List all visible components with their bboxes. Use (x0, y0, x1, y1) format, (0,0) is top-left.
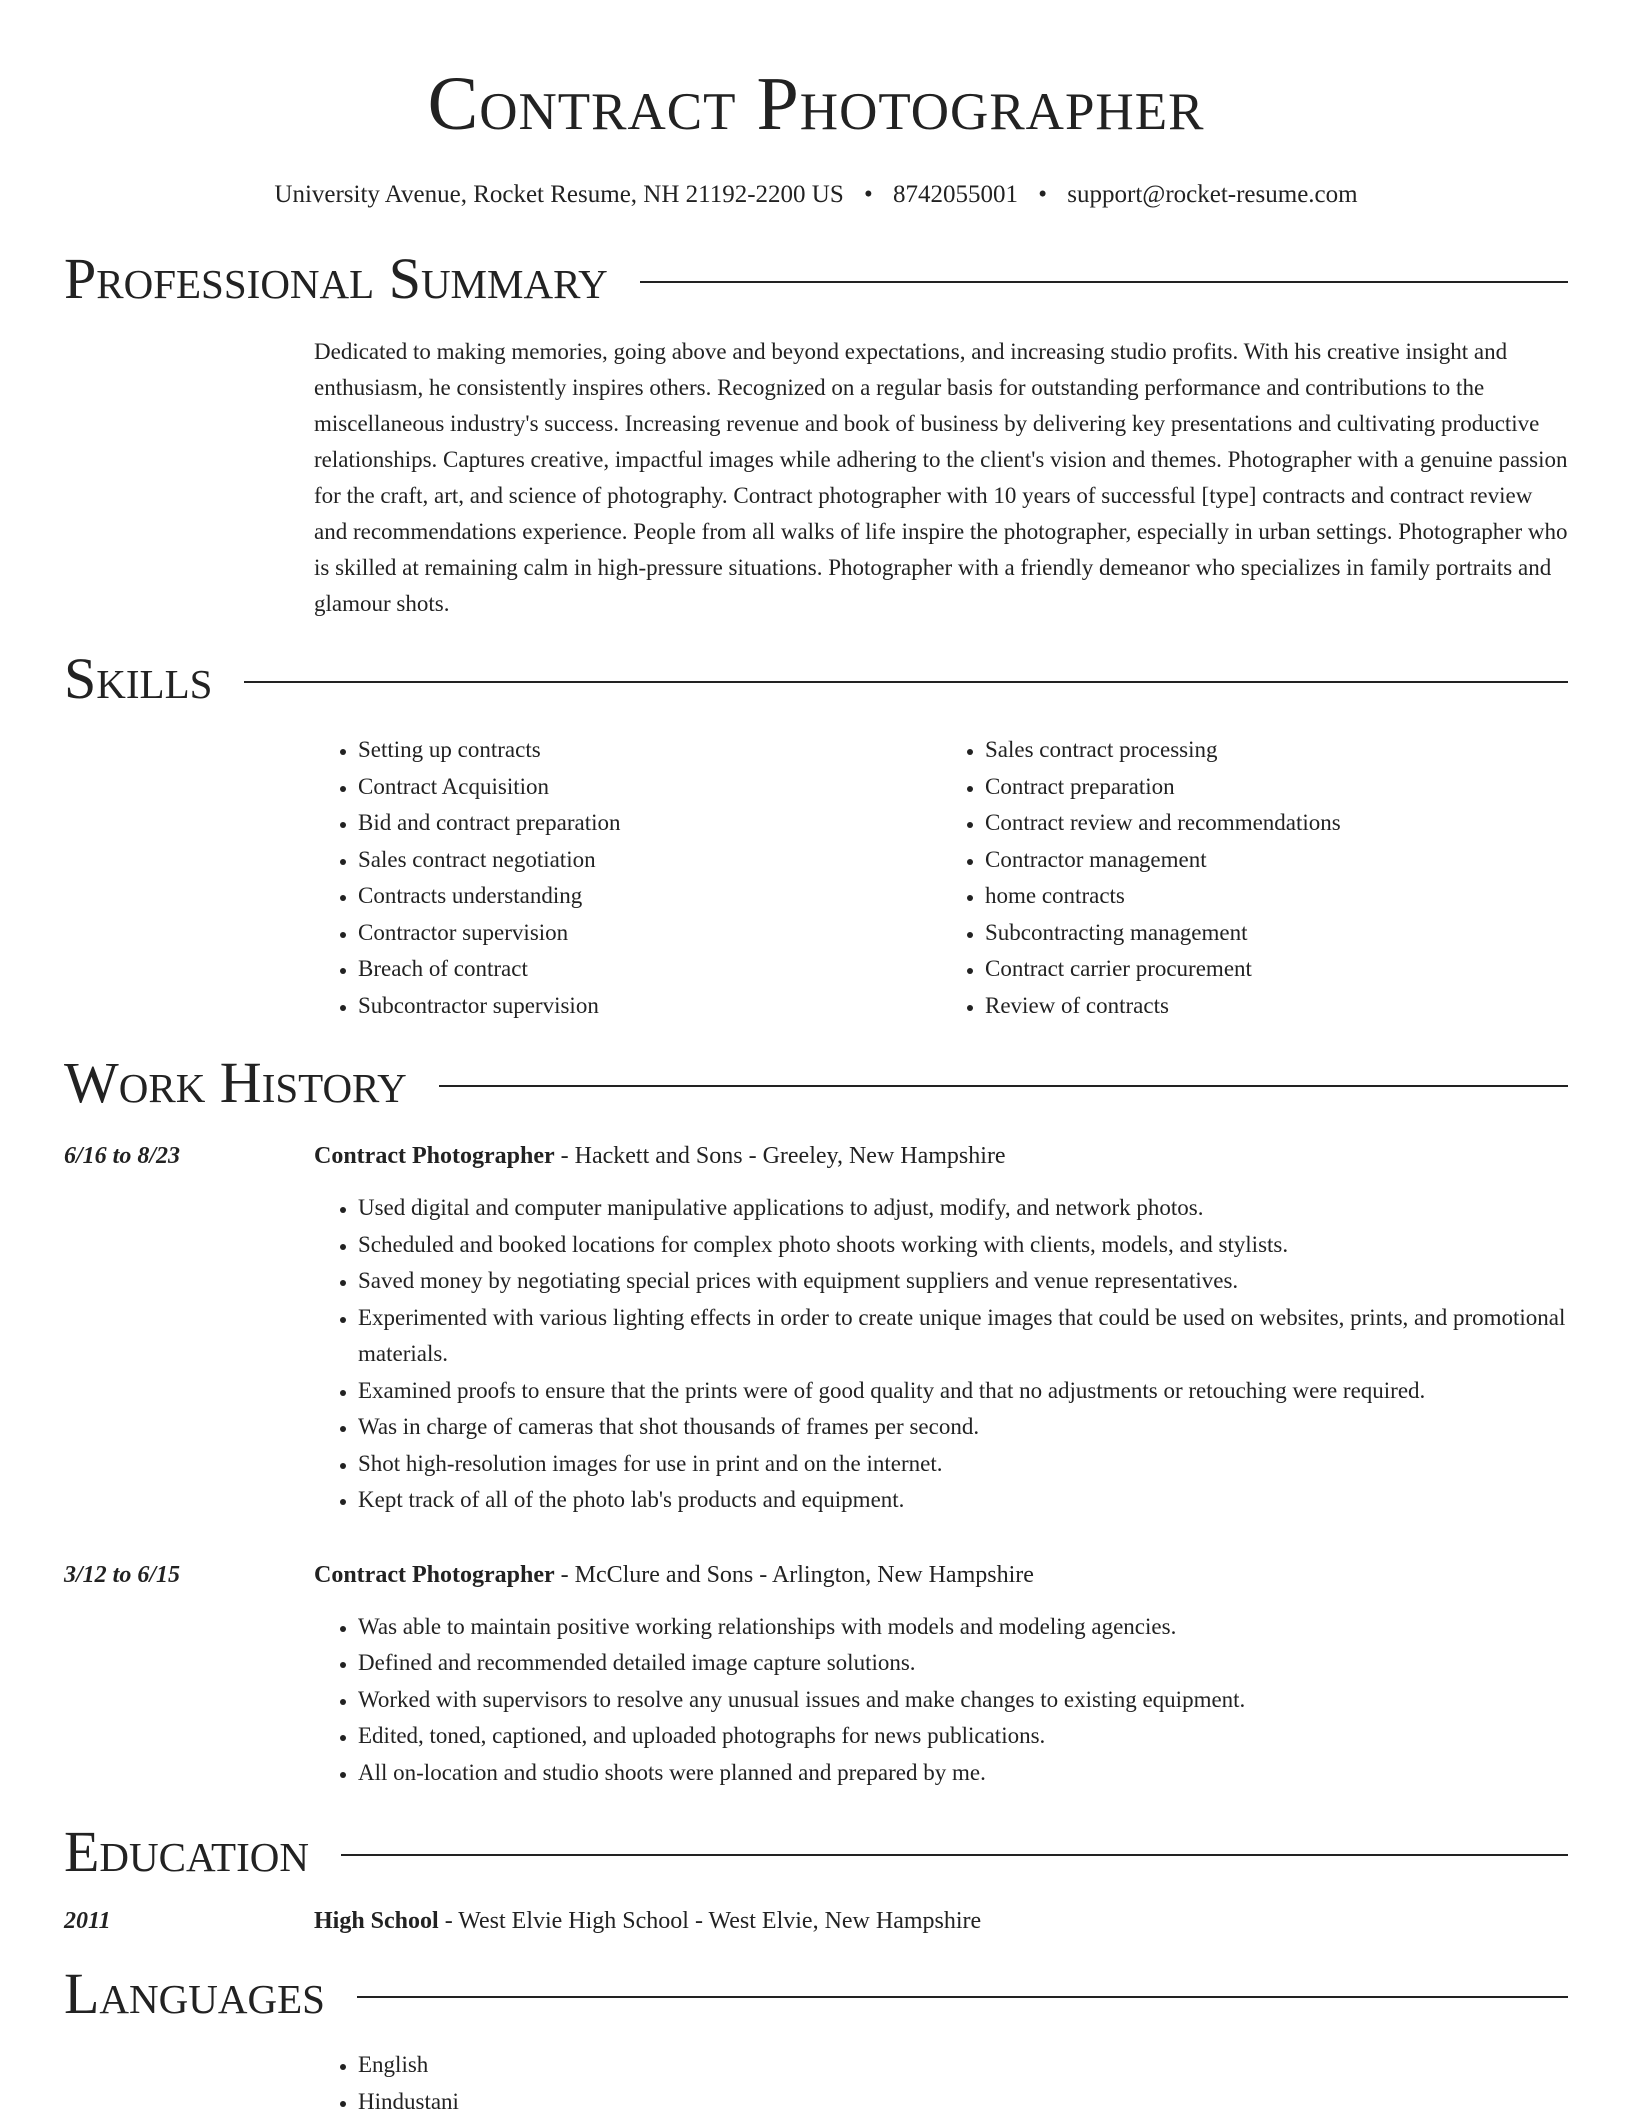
job-bullet: • Was able to maintain positive working relationships with models and modeling agencies. (358, 1609, 1568, 1646)
skills-heading: Skills (64, 646, 213, 711)
job-bullet: • Worked with supervisors to resolve any unusual issues and make changes to existing equipment. (358, 1682, 1568, 1719)
summary-heading: Professional Summary (64, 246, 608, 311)
job-bullet: • Examined proofs to ensure that the prints were of good quality and that no adjustments or retouching were required. (358, 1373, 1568, 1410)
skills-columns (314, 732, 1568, 1024)
candidate-name: Contract Photographer (427, 62, 1205, 146)
section-divider (439, 1085, 1568, 1087)
education-year: 2011 (64, 1908, 111, 1934)
skill-item: • Setting up contracts (358, 732, 941, 769)
language-item: • English (358, 2047, 1568, 2084)
section-divider (357, 1996, 1568, 1998)
skill-item: • Contract preparation (985, 769, 1568, 806)
education-entry (64, 1905, 1568, 1937)
job-bullet: • Experimented with various lighting effects in order to create unique images that could be used on websites, prints, and promotional materials. (358, 1300, 1568, 1373)
job-title: Contract Photographer (314, 1143, 555, 1169)
job-bullet: • Defined and recommended detailed image capture solutions. (358, 1645, 1568, 1682)
section-divider (341, 1854, 1568, 1856)
job-entry (64, 1559, 1568, 1591)
job-employer: - McClure and Sons - Arlington, New Hampshire (554, 1561, 1034, 1588)
contact-separator: • (864, 181, 873, 208)
work-heading: Work History (64, 1050, 407, 1115)
job-bullet: • Saved money by negotiating special prices with equipment suppliers and venue representatives. (358, 1263, 1568, 1300)
skill-item: • Contract carrier procurement (985, 951, 1568, 988)
section-divider (640, 281, 1568, 283)
skill-item: • Contractor management (985, 842, 1568, 879)
job-bullet: • Kept track of all of the photo lab's products and equipment. (358, 1482, 1568, 1519)
job-bullets (314, 1609, 1568, 1792)
contact-email: support@rocket-resume.com (1067, 181, 1358, 208)
languages-section-header (64, 1961, 1568, 2026)
summary-text: Dedicated to making memories, going above and beyond expectations, and increasing studio profits. With his creative insight and enthusiasm, he consistently inspires others. Recognized on a regular basis for outstanding performance and contributions to the miscellaneous industry's success. Increasing revenue and book of business by delivering key presentations and cultivating productive relationships. Captures creative, impactful images while adhering to the client's vision and themes. Photographer with a genuine passion for the craft, art, and science of photography. Contract photographer with 10 years of successful [type] contracts and contract review and recommendations experience. People from all walks of life inspire the photographer, especially in urban settings. Photographer who is skilled at remaining calm in high-pressure situations. Photographer with a friendly demeanor who specializes in family portraits and glamour shots. (314, 339, 1568, 616)
contact-separator: • (1038, 181, 1048, 208)
skill-item: • Contract Acquisition (358, 769, 941, 806)
languages-heading: Languages (64, 1961, 325, 2026)
skills-list-right (941, 732, 1568, 1024)
section-divider (244, 681, 1568, 683)
skill-item: • Sales contract processing (985, 732, 1568, 769)
job-title-line (314, 1140, 1006, 1172)
job-dates: 3/12 to 6/15 (64, 1561, 181, 1588)
contact-phone: 8742055001 (893, 181, 1019, 208)
contact-address: University Avenue, Rocket Resume, NH 21192-2200 US (274, 181, 844, 208)
job-title-line (314, 1559, 1034, 1591)
job-bullet: • Edited, toned, captioned, and uploaded photographs for news publications. (358, 1718, 1568, 1755)
skill-item: • Contract review and recommendations (985, 805, 1568, 842)
education-school: - West Elvie High School - West Elvie, New Hampshire (438, 1908, 982, 1934)
education-degree: High School (314, 1908, 439, 1934)
education-heading: Education (64, 1819, 309, 1884)
job-entry (64, 1140, 1568, 1172)
job-title: Contract Photographer (314, 1561, 555, 1588)
skill-item: • Sales contract negotiation (358, 842, 941, 879)
skill-item: • Breach of contract (358, 951, 941, 988)
job-bullets (314, 1190, 1568, 1519)
skills-section-header (64, 646, 1568, 711)
job-bullet: • All on-location and studio shoots were planned and prepared by me. (358, 1755, 1568, 1792)
education-title-line (314, 1905, 981, 1937)
skill-item: • Contracts understanding (358, 878, 941, 915)
job-bullet: • Was in charge of cameras that shot thousands of frames per second. (358, 1409, 1568, 1446)
job-bullet: • Used digital and computer manipulative applications to adjust, modify, and network photos. (358, 1190, 1568, 1227)
work-section-header (64, 1050, 1568, 1115)
skill-item: • Contractor supervision (358, 915, 941, 952)
skill-item: • Bid and contract preparation (358, 805, 941, 842)
job-bullet: • Shot high-resolution images for use in print and on the internet. (358, 1446, 1568, 1483)
skill-item: • Review of contracts (985, 988, 1568, 1025)
job-bullet: • Scheduled and booked locations for complex photo shoots working with clients, models, and stylists. (358, 1227, 1568, 1264)
skills-list-left (314, 732, 941, 1024)
languages-list (314, 2047, 1568, 2120)
job-employer: - Hackett and Sons - Greeley, New Hampshire (554, 1143, 1006, 1169)
job-dates: 6/16 to 8/23 (64, 1143, 181, 1169)
skill-item: • Subcontracting management (985, 915, 1568, 952)
language-item: • Hindustani (358, 2084, 1568, 2121)
skill-item: • home contracts (985, 878, 1568, 915)
contact-line (64, 180, 1568, 210)
skill-item: • Subcontractor supervision (358, 988, 941, 1025)
education-section-header (64, 1819, 1568, 1884)
summary-section-header (64, 246, 1568, 311)
